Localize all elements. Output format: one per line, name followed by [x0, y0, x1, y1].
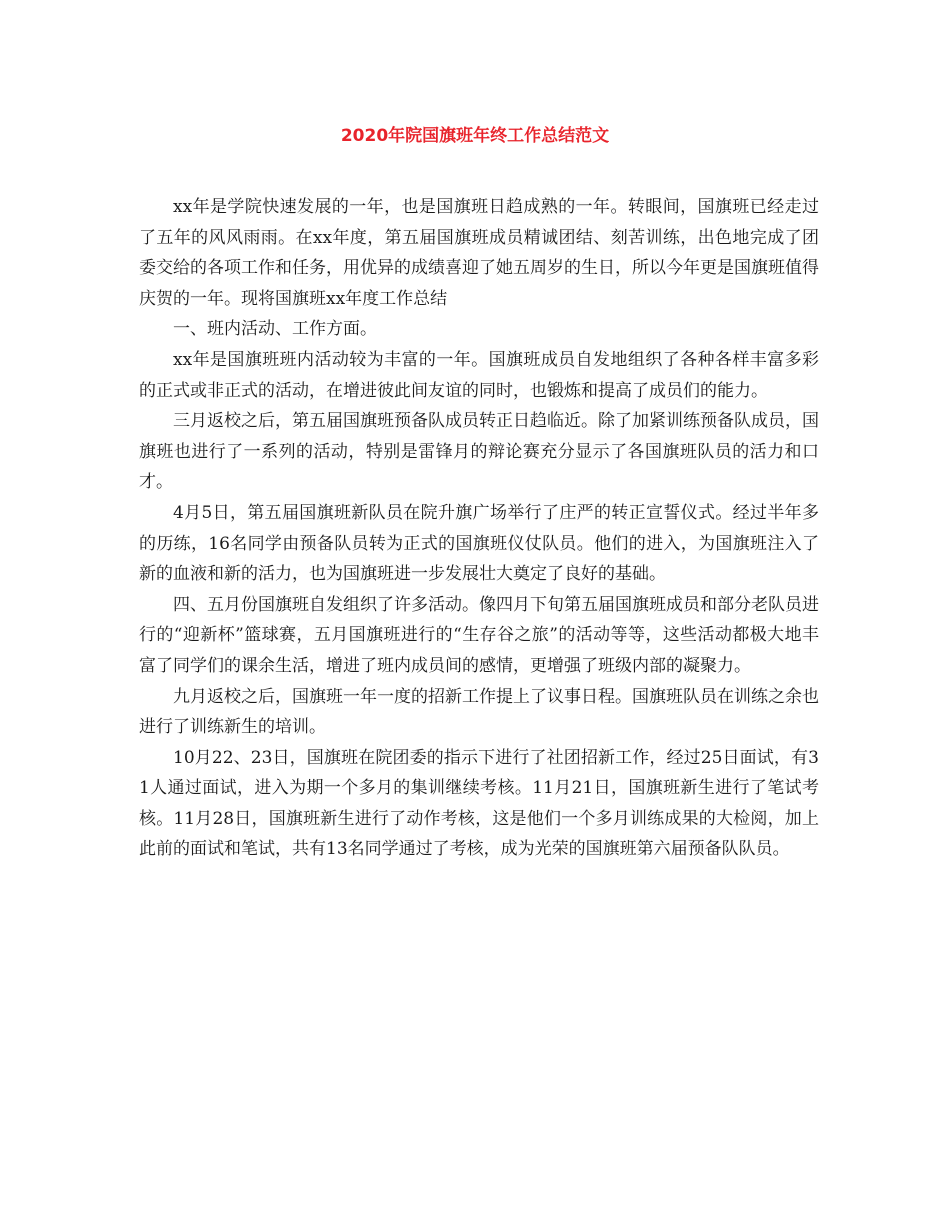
paragraph-intro: xx年是学院快速发展的一年，也是国旗班日趋成熟的一年。转眼间，国旗班已经走过了五年的风风雨雨。在xx年度，第五届国旗班成员精诚团结、刻苦训练，出色地完成了团委交给的各项工作和任务，用优异的成绩喜迎了她五周岁的生日，所以今年更是国旗班值得庆贺的一年。现将国旗班xx年度工作总结: [139, 197, 819, 309]
document-title: 2020年院国旗班年终工作总结范文: [340, 126, 610, 146]
section-heading-class-activities: 一、班内活动、工作方面。: [173, 319, 377, 340]
paragraph-october-november-exams: 10月22、23日，国旗班在院团委的指示下进行了社团招新工作，经过25日面试，有31人通过面试，进入为期一个多月的集训继续考核。11月21日，国旗班新生进行了笔试考核。11月28日，国旗班新生进行了动作考核，这是他们一个多月训练成果的大检阅，加上此前的面试和笔试，共有13名同学通过了考核，成为光荣的国旗班第六届预备队队员。: [139, 747, 819, 860]
paragraph-september-recruitment: 九月返校之后，国旗班一年一度的招新工作提上了议事日程。国旗班队员在训练之余也进行了训练新生的培训。: [139, 686, 819, 738]
paragraph-april-oath: 4月5日，第五届国旗班新队员在院升旗广场举行了庄严的转正宣誓仪式。经过半年多的历练，16名同学由预备队员转为正式的国旗班仪仗队员。他们的进入，为国旗班注入了新的血液和新的活力，也为国旗班进一步发展壮大奠定了良好的基础。: [139, 502, 819, 585]
paragraph-activities-overview: xx年是国旗班班内活动较为丰富的一年。国旗班成员自发地组织了各种各样丰富多彩的正式或非正式的活动，在增进彼此间友谊的同时，也锻炼和提高了成员们的能力。: [139, 349, 819, 401]
paragraph-april-may-events: 四、五月份国旗班自发组织了许多活动。像四月下旬第五届国旗班成员和部分老队员进行的“迎新杯”篮球赛，五月国旗班进行的“生存谷之旅”的活动等等，这些活动都极大地丰富了同学们的课余生活，增进了班内成员间的感情，更增强了班级内部的凝聚力。: [139, 594, 819, 676]
paragraph-march-return: 三月返校之后，第五届国旗班预备队成员转正日趋临近。除了加紧训练预备队成员，国旗班也进行了一系列的活动，特别是雷锋月的辩论赛充分显示了各国旗班队员的活力和口才。: [139, 411, 819, 493]
document-body: [139, 192, 819, 865]
